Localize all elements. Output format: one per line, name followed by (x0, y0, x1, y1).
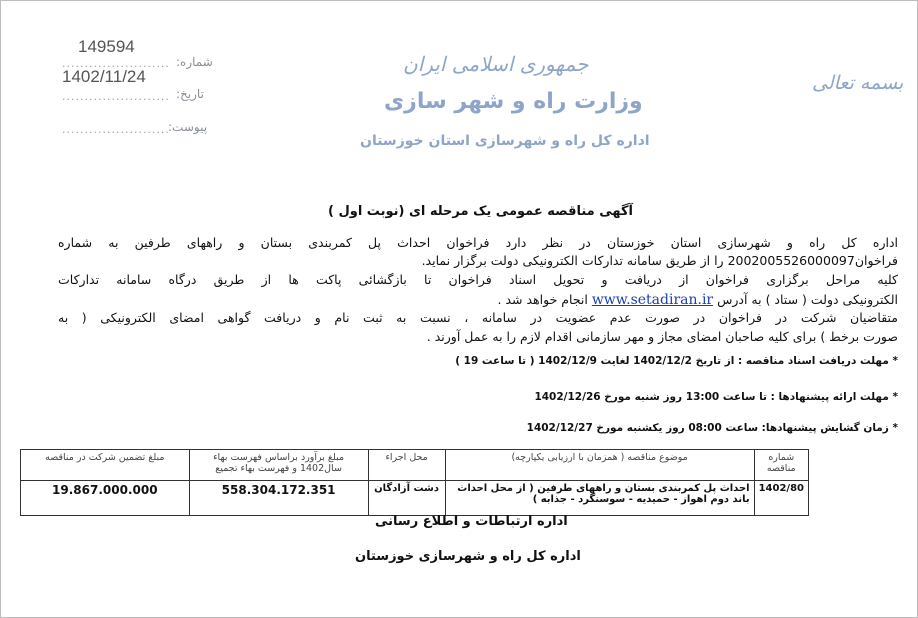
notice-line-1: اداره کل راه و شهرسازی استان خوزستان در نظر دارد فراخوان احداث پل کمربندی بستان و راههای طرفین به شماره (58, 235, 898, 250)
notice-line-4-end: انجام خواهد شد . (497, 292, 588, 307)
deadline-proposals: * مهلت ارائه پیشنهادها : تا ساعت 13:00 روز شنبه مورخ 1402/12/26 (534, 391, 898, 403)
header-number: شماره مناقصه (754, 450, 808, 481)
notice-line-4-start: الکترونیکی دولت ( ستاد ) به آدرس (717, 292, 898, 307)
header-location: محل اجراء (368, 450, 445, 481)
setad-website-link[interactable]: www.setadiran.ir (591, 292, 714, 308)
notice-line-6: صورت برخط ) برای کلیه صاحبان امضای مجاز و مهر سازمانی اقدام لازم را به عمل آورند . (426, 329, 898, 344)
attachment-dots: ........................ (62, 123, 170, 136)
deadline-documents: * مهلت دریافت اسناد مناقصه : از تاریخ 1402/12/2 لغایت 1402/12/9 ( تا ساعت 19 ) (455, 355, 898, 367)
cell-guarantee: 19.867.000.000 (21, 481, 190, 516)
attachment-label: پیوست: (168, 120, 208, 134)
number-dots: ........................ (62, 57, 170, 70)
notice-line-3: کلیه مراحل برگزاری فراخوان از دریافت و تحویل اسناد فراخوان تا بازگشائی پاکت ها از طریق درگاه سامانه تدارکات (58, 272, 898, 287)
table-row (21, 481, 809, 516)
header-subject: موضوع مناقصه ( همزمان با ارزیابی یکپارچه) (445, 450, 754, 481)
letter-date-label: تاریخ: (176, 87, 204, 101)
office-name: اداره کل راه و شهرسازی استان خوزستان (360, 133, 650, 149)
country-name: جمهوری اسلامی ایران (403, 52, 589, 76)
deadline-opening: * زمان گشایش پیشنهادها: ساعت 08:00 روز یکشنبه مورخ 1402/12/27 (526, 422, 898, 434)
letter-number-label: شماره: (176, 55, 213, 69)
header-estimate: مبلغ برآورد براساس فهرست بهاء سال1402 و فهرست بهاء تجمیع (189, 450, 368, 481)
cell-number: 1402/80 (754, 481, 808, 516)
notice-title: آگهی مناقصه عمومی یک مرحله ای (نوبت اول ) (328, 204, 633, 219)
bismillah: بسمه تعالی (812, 72, 904, 94)
footer-department: اداره ارتباطات و اطلاع رسانی (375, 514, 568, 529)
tender-table (20, 449, 809, 516)
notice-line-4 (498, 291, 898, 309)
cell-estimate: 558.304.172.351 (189, 481, 368, 516)
date-dots: ........................ (62, 90, 170, 103)
ministry-name: وزارت راه و شهر سازی (384, 89, 643, 114)
footer-office: اداره کل راه و شهرسازی خوزستان (355, 549, 581, 564)
letter-date: 1402/11/24 (62, 67, 146, 86)
table-header-row (21, 450, 809, 481)
header-guarantee: مبلغ تضمین شرکت در مناقصه (21, 450, 190, 481)
cell-subject: احداث پل کمربندی بستان و راههای طرفین ( از محل احداث باند دوم اهواز - حمیدیه - سوسنگرد - جذابه ) (445, 481, 754, 516)
letter-number: 149594 (78, 37, 135, 56)
cell-location: دشت آزادگان (368, 481, 445, 516)
notice-line-2: فراخوان2002005526000097 را از طریق سامانه تدارکات الکترونیکی دولت برگزار نماید. (421, 253, 898, 268)
notice-line-5: متقاضیان شرکت در فراخوان در صورت عدم عضویت در سامانه ، نسبت به ثبت نام و دریافت گواهی امضای الکترونیکی ( به (58, 310, 898, 325)
